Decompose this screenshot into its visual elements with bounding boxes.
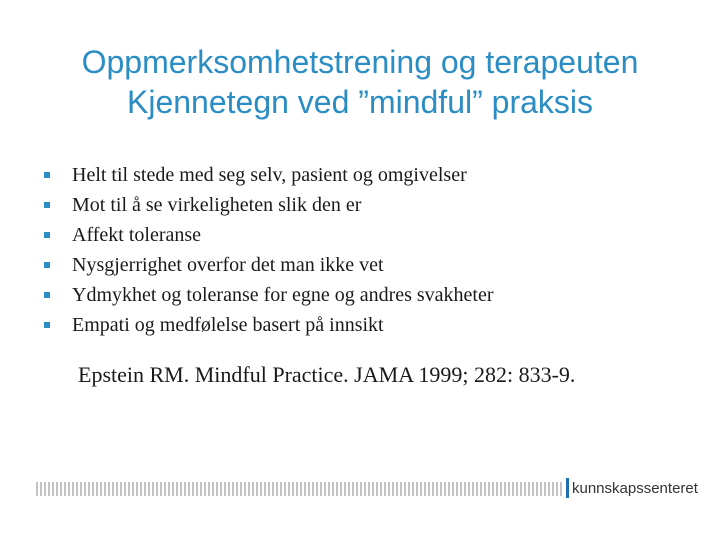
square-bullet-icon	[44, 172, 50, 178]
square-bullet-icon	[44, 232, 50, 238]
list-item	[42, 280, 494, 310]
square-bullet-icon	[44, 322, 50, 328]
bullet-text: Nysgjerrighet overfor det man ikke vet	[72, 253, 384, 276]
footer-decorative-bar	[36, 482, 562, 496]
list-item	[42, 310, 494, 340]
bullet-text: Ydmykhet og toleranse for egne og andres svakheter	[72, 283, 494, 306]
square-bullet-icon	[44, 262, 50, 268]
logo-text: kunnskapssenteret	[572, 479, 698, 497]
list-item	[42, 220, 494, 250]
list-item	[42, 160, 494, 190]
square-bullet-icon	[44, 202, 50, 208]
citation-reference: Epstein RM. Mindful Practice. JAMA 1999; 282: 833-9.	[78, 362, 576, 387]
slide-title-line-1: Oppmerksomhetstrening og terapeuten	[81, 44, 639, 80]
footer-logo	[566, 478, 698, 498]
bullet-text: Helt til stede med seg selv, pasient og omgivelser	[72, 163, 467, 186]
logo-mark-icon	[566, 478, 569, 498]
square-bullet-icon	[44, 292, 50, 298]
bullet-text: Mot til å se virkeligheten slik den er	[72, 193, 362, 216]
slide-title	[0, 42, 720, 122]
list-item	[42, 250, 494, 280]
slide-title-line-2: Kjennetegn ved ”mindful” praksis	[126, 84, 593, 120]
bullet-list	[42, 160, 494, 340]
bullet-text: Affekt toleranse	[72, 223, 202, 246]
bullet-text: Empati og medfølelse basert på innsikt	[72, 313, 384, 336]
list-item	[42, 190, 494, 220]
